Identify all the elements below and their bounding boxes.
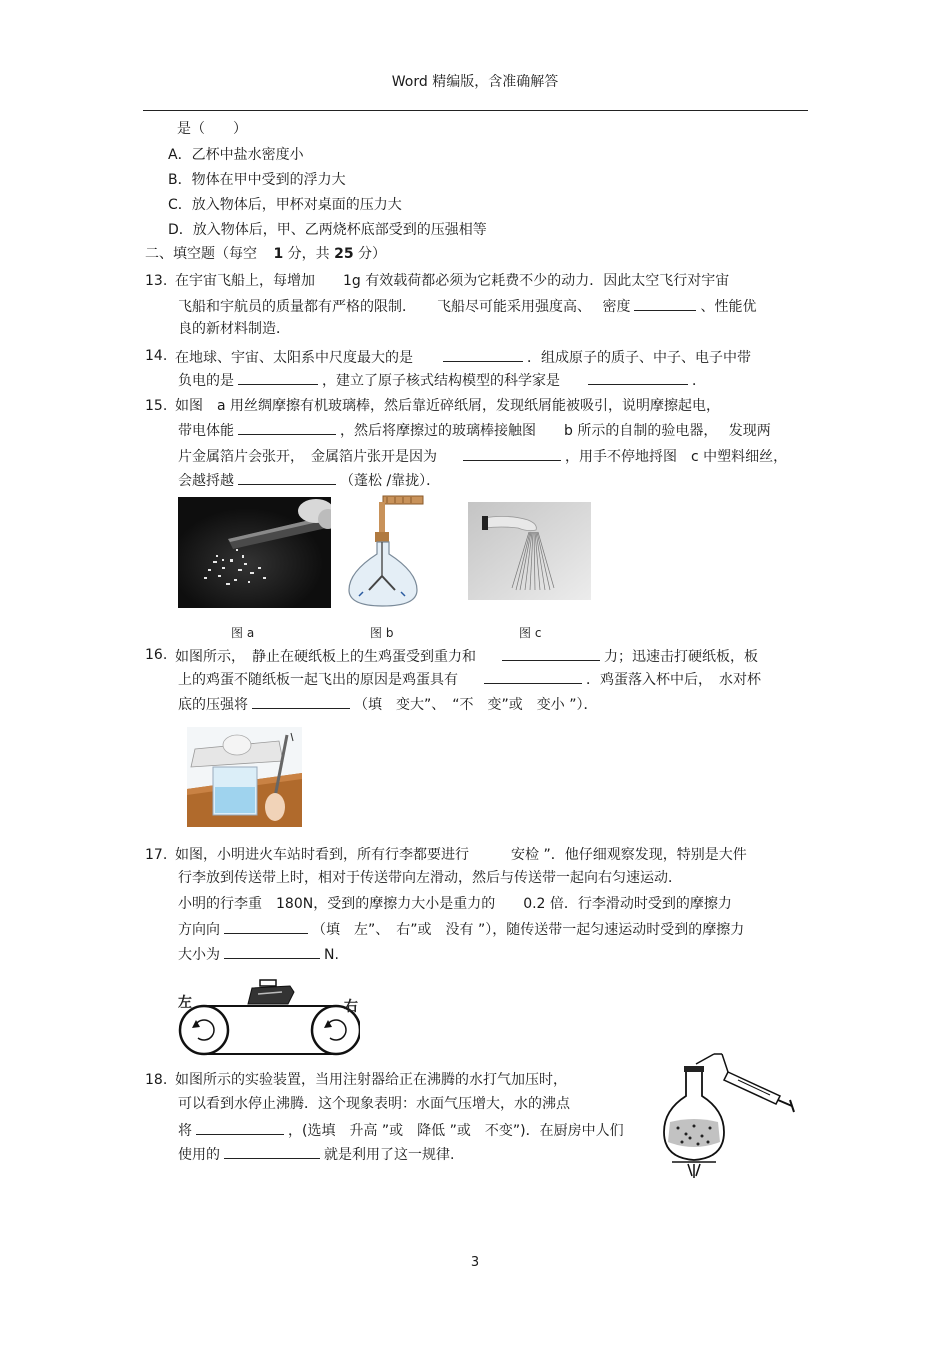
q16-number: 16.: [145, 647, 168, 663]
q17-answer-blank-2[interactable]: [224, 944, 320, 959]
q14-answer-blank-1[interactable]: [443, 347, 523, 362]
q16-text: 底的压强将: [178, 697, 248, 713]
figure-b-caption: 图 b: [370, 626, 394, 640]
q16-answer-blank-3[interactable]: [252, 694, 350, 709]
q16-line-3: [178, 694, 597, 714]
q15-text: ，用手不停地捋图 c 中塑料细丝，: [565, 449, 788, 465]
q18-text: ，(选填 升高 ”或 降低 ”或 不变”)．在厨房中人们: [288, 1123, 624, 1139]
figure-a-image: [178, 497, 331, 608]
flask-syringe-illustration: [652, 1050, 800, 1180]
q13-text: 、性能优: [700, 299, 757, 315]
q14-line-1: [175, 347, 751, 367]
q15-answer-blank-2[interactable]: [463, 446, 561, 461]
section-title-part: 分）: [358, 246, 387, 262]
section-score-per-blank: 1: [273, 246, 284, 262]
q12-option-b: B．物体在甲中受到的浮力大: [168, 172, 346, 188]
egg-inertia-figure: [187, 727, 302, 827]
q17-number: 17.: [145, 847, 168, 863]
egg-card-cup-illustration: [187, 727, 302, 827]
page-header: Word 精编版，含准确解答: [391, 74, 559, 90]
q18-answer-blank-1[interactable]: [196, 1120, 284, 1135]
q12-option-d: D．放入物体后，甲、乙两烧杯底部受到的压强相等: [168, 222, 487, 238]
q16-text: ．鸡蛋落入杯中后， 水对杯: [586, 672, 761, 688]
q15-line-1: 如图 a 用丝绸摩擦有机玻璃棒，然后靠近碎纸屑，发现纸屑能被吸引，说明摩擦起电，: [175, 398, 721, 414]
q12-option-a: A．乙杯中盐水密度小: [168, 147, 304, 163]
q16-text: 力；迅速击打硬纸板，板: [604, 649, 758, 665]
q14-text: ．: [692, 373, 706, 389]
q14-text: 在地球、宇宙、太阳系中尺度最大的是: [175, 350, 413, 366]
q17-text: （填 左”、 右”或 没有 ”），随传送带一起匀速运动时受到的摩擦力: [312, 922, 745, 938]
q15-answer-blank-1[interactable]: [238, 420, 336, 435]
q13-answer-blank[interactable]: [634, 296, 696, 311]
conveyor-belt-figure: [178, 978, 360, 1058]
conveyor-belt-illustration: [178, 978, 360, 1058]
q16-line-1: [175, 646, 758, 666]
figure-b-image: [343, 494, 427, 608]
q17-text: N.: [324, 947, 339, 963]
glass-rod-paper-scraps-illustration: [178, 497, 331, 608]
q18-line-4: [178, 1144, 454, 1164]
q13-line-3: 良的新材料制造．: [178, 321, 290, 337]
q18-answer-blank-2[interactable]: [224, 1144, 320, 1159]
figure-c-caption: 图 c: [519, 626, 542, 640]
figure-c-image: [468, 502, 591, 600]
page-number: 3: [470, 1255, 480, 1270]
q15-text: 会越捋越: [178, 473, 234, 489]
q17-line-4: [178, 919, 744, 939]
q15-text: 带电体能: [178, 423, 234, 439]
q15-line-4: [178, 470, 440, 490]
q15-line-2: [178, 420, 771, 440]
q13-line-1: 在宇宙飞船上，每增加 1g 有效载荷都必须为它耗费不少的动力．因此太空飞行对宇宙: [175, 273, 730, 289]
q18-line-2: 可以看到水停止沸腾．这个现象表明：水面气压增大，水的沸点: [178, 1096, 570, 1112]
q16-answer-blank-2[interactable]: [484, 669, 582, 684]
q18-line-1: 如图所示的实验装置，当用注射器给正在沸腾的水打气加压时，: [175, 1072, 567, 1088]
q18-text: 使用的: [178, 1147, 220, 1163]
q14-text: 负电的是: [178, 373, 234, 389]
section-title-part: 二、填空题（每空: [145, 246, 257, 262]
q15-text: ，然后将摩擦过的玻璃棒接触图 b 所示的自制的验电器， 发现两: [340, 423, 771, 439]
q15-text: 片金属箔片会张开， 金属箔片张开是因为: [178, 449, 437, 465]
q18-number: 18.: [145, 1072, 168, 1088]
figure-a-caption: 图 a: [231, 626, 255, 640]
q13-text: 飞船和宇航员的质量都有严格的限制． 飞船尽可能采用强度高、 密度: [178, 299, 631, 315]
q16-answer-blank-1[interactable]: [502, 646, 600, 661]
q18-text: 将: [178, 1123, 192, 1139]
conveyor-left-label: 左: [178, 995, 192, 1011]
q17-text: 方向向: [178, 922, 220, 938]
q14-answer-blank-3[interactable]: [588, 370, 688, 385]
q14-text: ．组成原子的质子、中子、电子中带: [527, 350, 751, 366]
q15-text: （蓬松 /靠拢）．: [340, 473, 441, 489]
q14-line-2: [178, 370, 706, 390]
q15-line-3: [178, 446, 787, 466]
header-rule: [143, 110, 808, 111]
q14-answer-blank-2[interactable]: [238, 370, 318, 385]
q18-text: 就是利用了这一规律.: [324, 1147, 455, 1163]
q16-text: （填 变大”、 “不 变”或 变小 ”）．: [354, 697, 598, 713]
q15-number: 15.: [145, 398, 168, 414]
boiling-flask-syringe-figure: [652, 1050, 800, 1180]
conveyor-right-label: 右: [344, 999, 358, 1015]
q12-stem-tail: 是（ ）: [177, 121, 247, 137]
q14-text: ，建立了原子核式结构模型的科学家是: [322, 373, 560, 389]
q14-number: 14.: [145, 348, 168, 364]
electroscope-flask-illustration: [343, 494, 427, 608]
section-2-title: [145, 245, 386, 263]
q18-line-3: [178, 1120, 624, 1140]
section-score-total: 25: [334, 246, 354, 262]
q17-answer-blank-1[interactable]: [224, 919, 308, 934]
q13-number: 13.: [145, 273, 168, 289]
q16-line-2: [178, 669, 761, 689]
q17-text: 大小为: [178, 947, 220, 963]
q17-line-1: 如图，小明进火车站时看到，所有行李都要进行 安检 ”．他仔细观察发现，特别是大件: [175, 847, 747, 863]
q16-text: 上的鸡蛋不随纸板一起飞出的原因是鸡蛋具有: [178, 672, 458, 688]
q17-line-2: 行李放到传送带上时，相对于传送带向左滑动，然后与传送带一起向右匀速运动．: [178, 870, 682, 886]
q17-line-5: [178, 944, 339, 964]
section-title-part: 分，共: [287, 246, 330, 262]
q15-answer-blank-3[interactable]: [238, 470, 336, 485]
q12-option-c: C．放入物体后，甲杯对桌面的压力大: [168, 197, 402, 213]
plastic-strands-hand-illustration: [468, 502, 591, 600]
q16-text: 如图所示， 静止在硬纸板上的生鸡蛋受到重力和: [175, 649, 476, 665]
q13-line-2: [178, 296, 756, 316]
q17-line-3: 小明的行李重 180N，受到的摩擦力大小是重力的 0.2 倍．行李滑动时受到的摩擦力: [178, 896, 732, 912]
